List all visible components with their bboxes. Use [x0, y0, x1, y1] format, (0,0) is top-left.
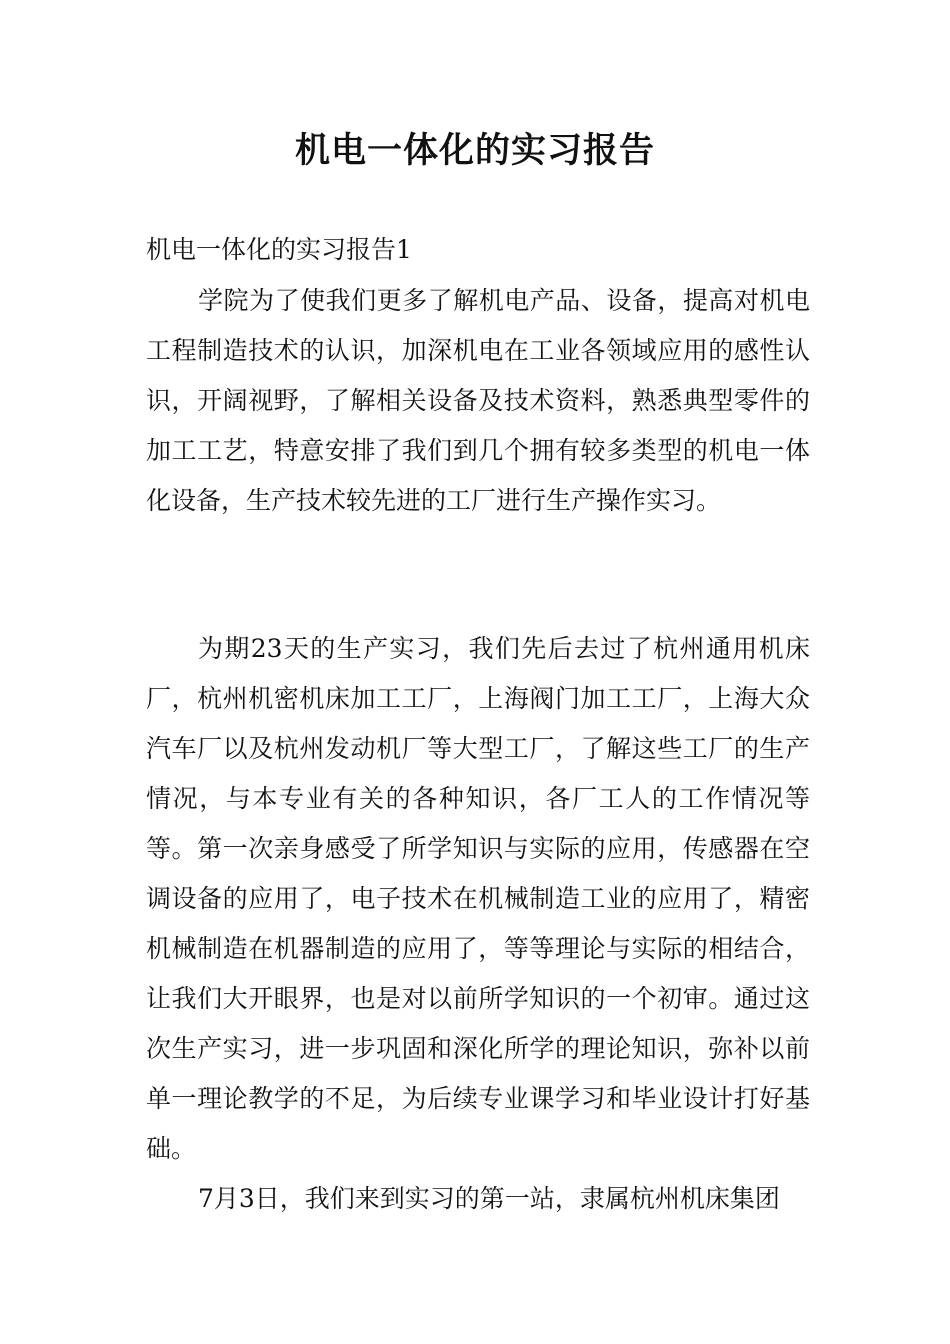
paragraph-2: 为期23天的生产实习，我们先后去过了杭州通用机床厂，杭州机密机床加工工厂，上海阀门加工工厂，上海大众汽车厂以及杭州发动机厂等大型工厂，了解这些工厂的生产情况，与本专业有关的各种知识，各厂工人的工作情况等等。第一次亲身感受了所学知识与实际的应用，传感器在空调设备的应用了，电子技术在机械制造工业的应用了，精密机械制造在机器制造的应用了，等等理论与实际的相结合，让我们大开眼界，也是对以前所学知识的一个初审。通过这次生产实习，进一步巩固和深化所学的理论知识，弥补以前单一理论教学的不足，为后续专业课学习和毕业设计打好基础。 — [146, 634, 810, 1163]
section-heading: 机电一体化的实习报告1 — [146, 235, 412, 264]
document-title: 机电一体化的实习报告 — [294, 131, 655, 171]
paragraph-3: 7月3日，我们来到实习的第一站，隶属杭州机床集团 — [198, 1184, 780, 1213]
paragraph-1: 学院为了使我们更多了解机电产品、设备，提高对机电工程制造技术的认识，加深机电在工业各领域应用的感性认识，开阔视野，了解相关设备及技术资料，熟悉典型零件的加工工艺，特意安排了我们到几个拥有较多类型的机电一体化设备，生产技术较先进的工厂进行生产操作实习。 — [146, 286, 810, 515]
